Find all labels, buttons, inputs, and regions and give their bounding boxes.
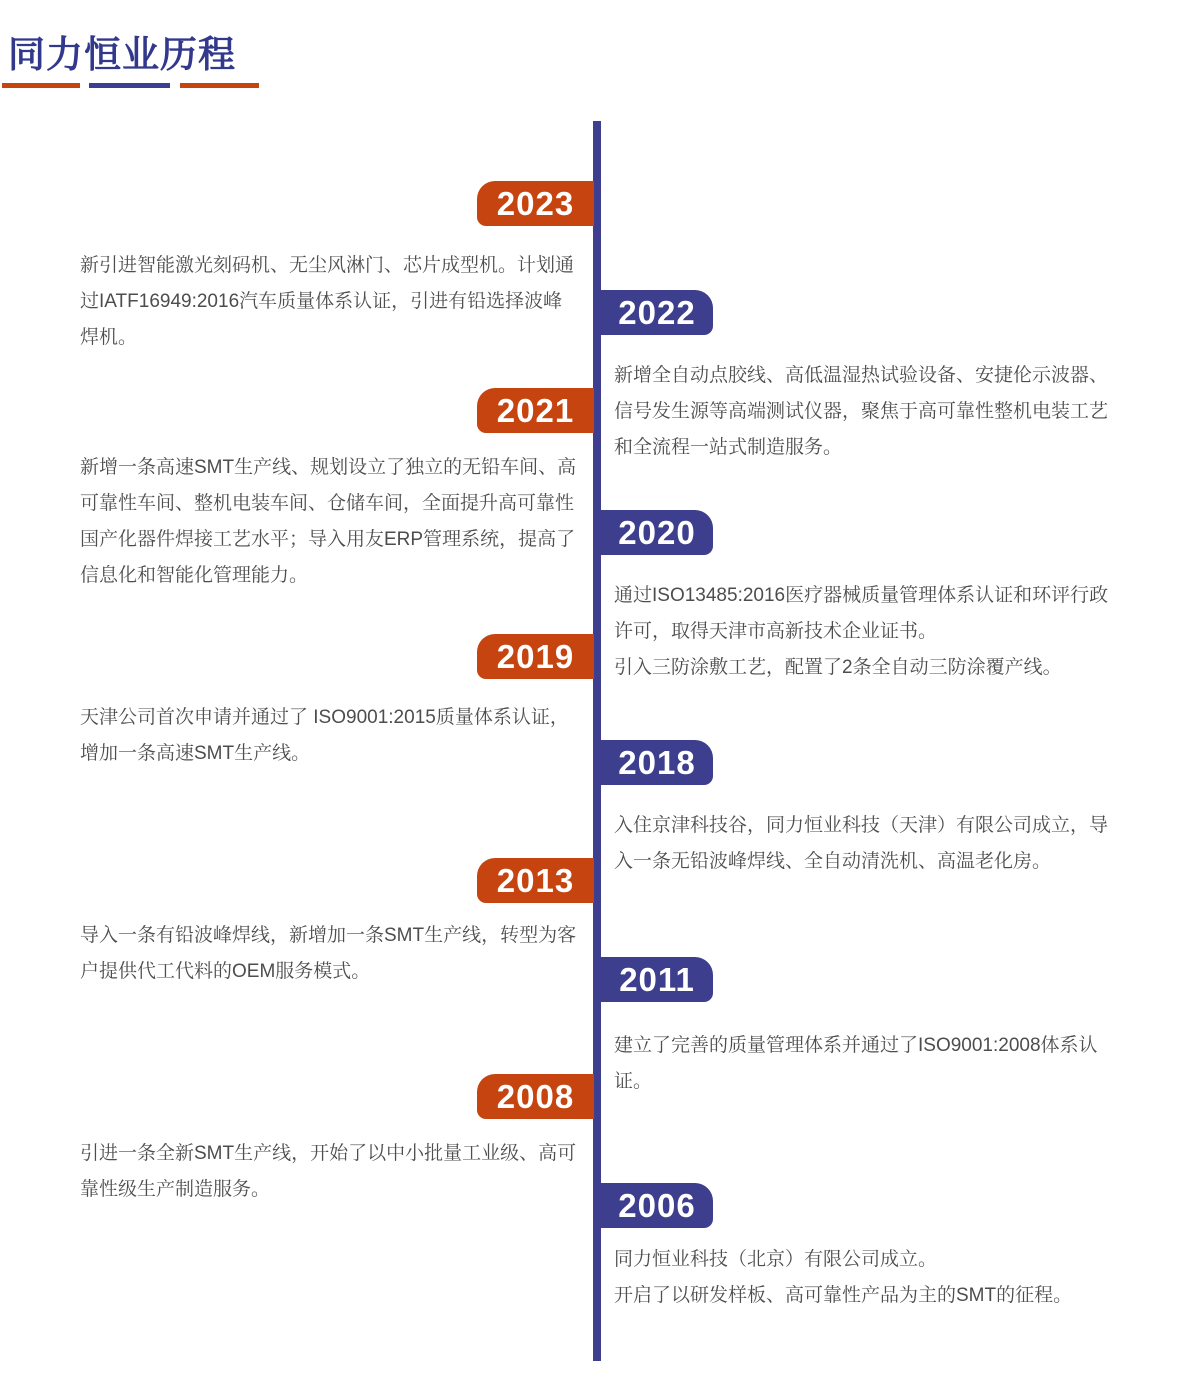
title-underline-orange-right bbox=[180, 83, 259, 88]
year-badge-2022: 2022 bbox=[601, 290, 713, 335]
entry-paragraph: 引进一条全新SMT生产线，开始了以中小批量工业级、高可靠性级生产制造服务。 bbox=[80, 1143, 577, 1200]
page-title: 同力恒业历程 bbox=[8, 34, 236, 75]
title-underline-blue-center bbox=[89, 83, 170, 88]
year-badge-2021: 2021 bbox=[477, 388, 594, 433]
entry-text-2013 bbox=[80, 918, 577, 990]
entry-paragraph: 入住京津科技谷，同力恒业科技（天津）有限公司成立，导入一条无铅波峰焊线、全自动清洗机、高温老化房。 bbox=[614, 815, 1109, 872]
entry-paragraph: 新引进智能激光刻码机、无尘风淋门、芯片成型机。计划通过IATF16949:2016汽车质量体系认证，引进有铅选择波峰焊机。 bbox=[80, 255, 575, 348]
entry-text-2018 bbox=[614, 808, 1117, 880]
entry-paragraph: 同力恒业科技（北京）有限公司成立。 bbox=[614, 1249, 938, 1270]
entry-text-2019 bbox=[80, 700, 577, 772]
entry-paragraph: 引入三防涂敷工艺，配置了2条全自动三防涂覆产线。 bbox=[614, 657, 1062, 678]
year-badge-2006: 2006 bbox=[601, 1183, 713, 1228]
entry-text-2020 bbox=[614, 578, 1117, 686]
year-badge-2020: 2020 bbox=[601, 510, 713, 555]
year-badge-2018: 2018 bbox=[601, 740, 713, 785]
year-badge-2013: 2013 bbox=[477, 858, 594, 903]
entry-paragraph: 开启了以研发样板、高可靠性产品为主的SMT的征程。 bbox=[614, 1285, 1073, 1306]
year-badge-2019: 2019 bbox=[477, 634, 594, 679]
entry-text-2023 bbox=[80, 248, 577, 356]
year-badge-2023: 2023 bbox=[477, 181, 594, 226]
entry-text-2008 bbox=[80, 1136, 577, 1208]
entry-text-2021 bbox=[80, 450, 577, 594]
entry-paragraph: 通过ISO13485:2016医疗器械质量管理体系认证和环评行政许可，取得天津市高新技术企业证书。 bbox=[614, 585, 1109, 642]
entry-text-2006 bbox=[614, 1242, 1117, 1314]
entry-paragraph: 天津公司首次申请并通过了 ISO9001:2015质量体系认证，增加一条高速SMT生产线。 bbox=[80, 707, 569, 764]
entry-paragraph: 导入一条有铅波峰焊线，新增加一条SMT生产线，转型为客户提供代工代料的OEM服务模式。 bbox=[80, 925, 577, 982]
entry-paragraph: 新增一条高速SMT生产线、规划设立了独立的无铅车间、高可靠性车间、整机电装车间、仓储车间，全面提升高可靠性国产化器件焊接工艺水平；导入用友ERP管理系统，提高了信息化和智能化管理能力。 bbox=[80, 457, 577, 586]
year-badge-2011: 2011 bbox=[601, 957, 713, 1002]
entry-paragraph: 新增全自动点胶线、高低温湿热试验设备、安捷伦示波器、信号发生源等高端测试仪器，聚焦于高可靠性整机电装工艺和全流程一站式制造服务。 bbox=[614, 365, 1109, 458]
year-badge-2008: 2008 bbox=[477, 1074, 594, 1119]
entry-paragraph: 建立了完善的质量管理体系并通过了ISO9001:2008体系认证。 bbox=[614, 1035, 1098, 1092]
timeline-spine-line bbox=[593, 121, 601, 1361]
entry-text-2011 bbox=[614, 1028, 1117, 1100]
title-underline-orange-left bbox=[2, 83, 80, 88]
entry-text-2022 bbox=[614, 358, 1117, 466]
